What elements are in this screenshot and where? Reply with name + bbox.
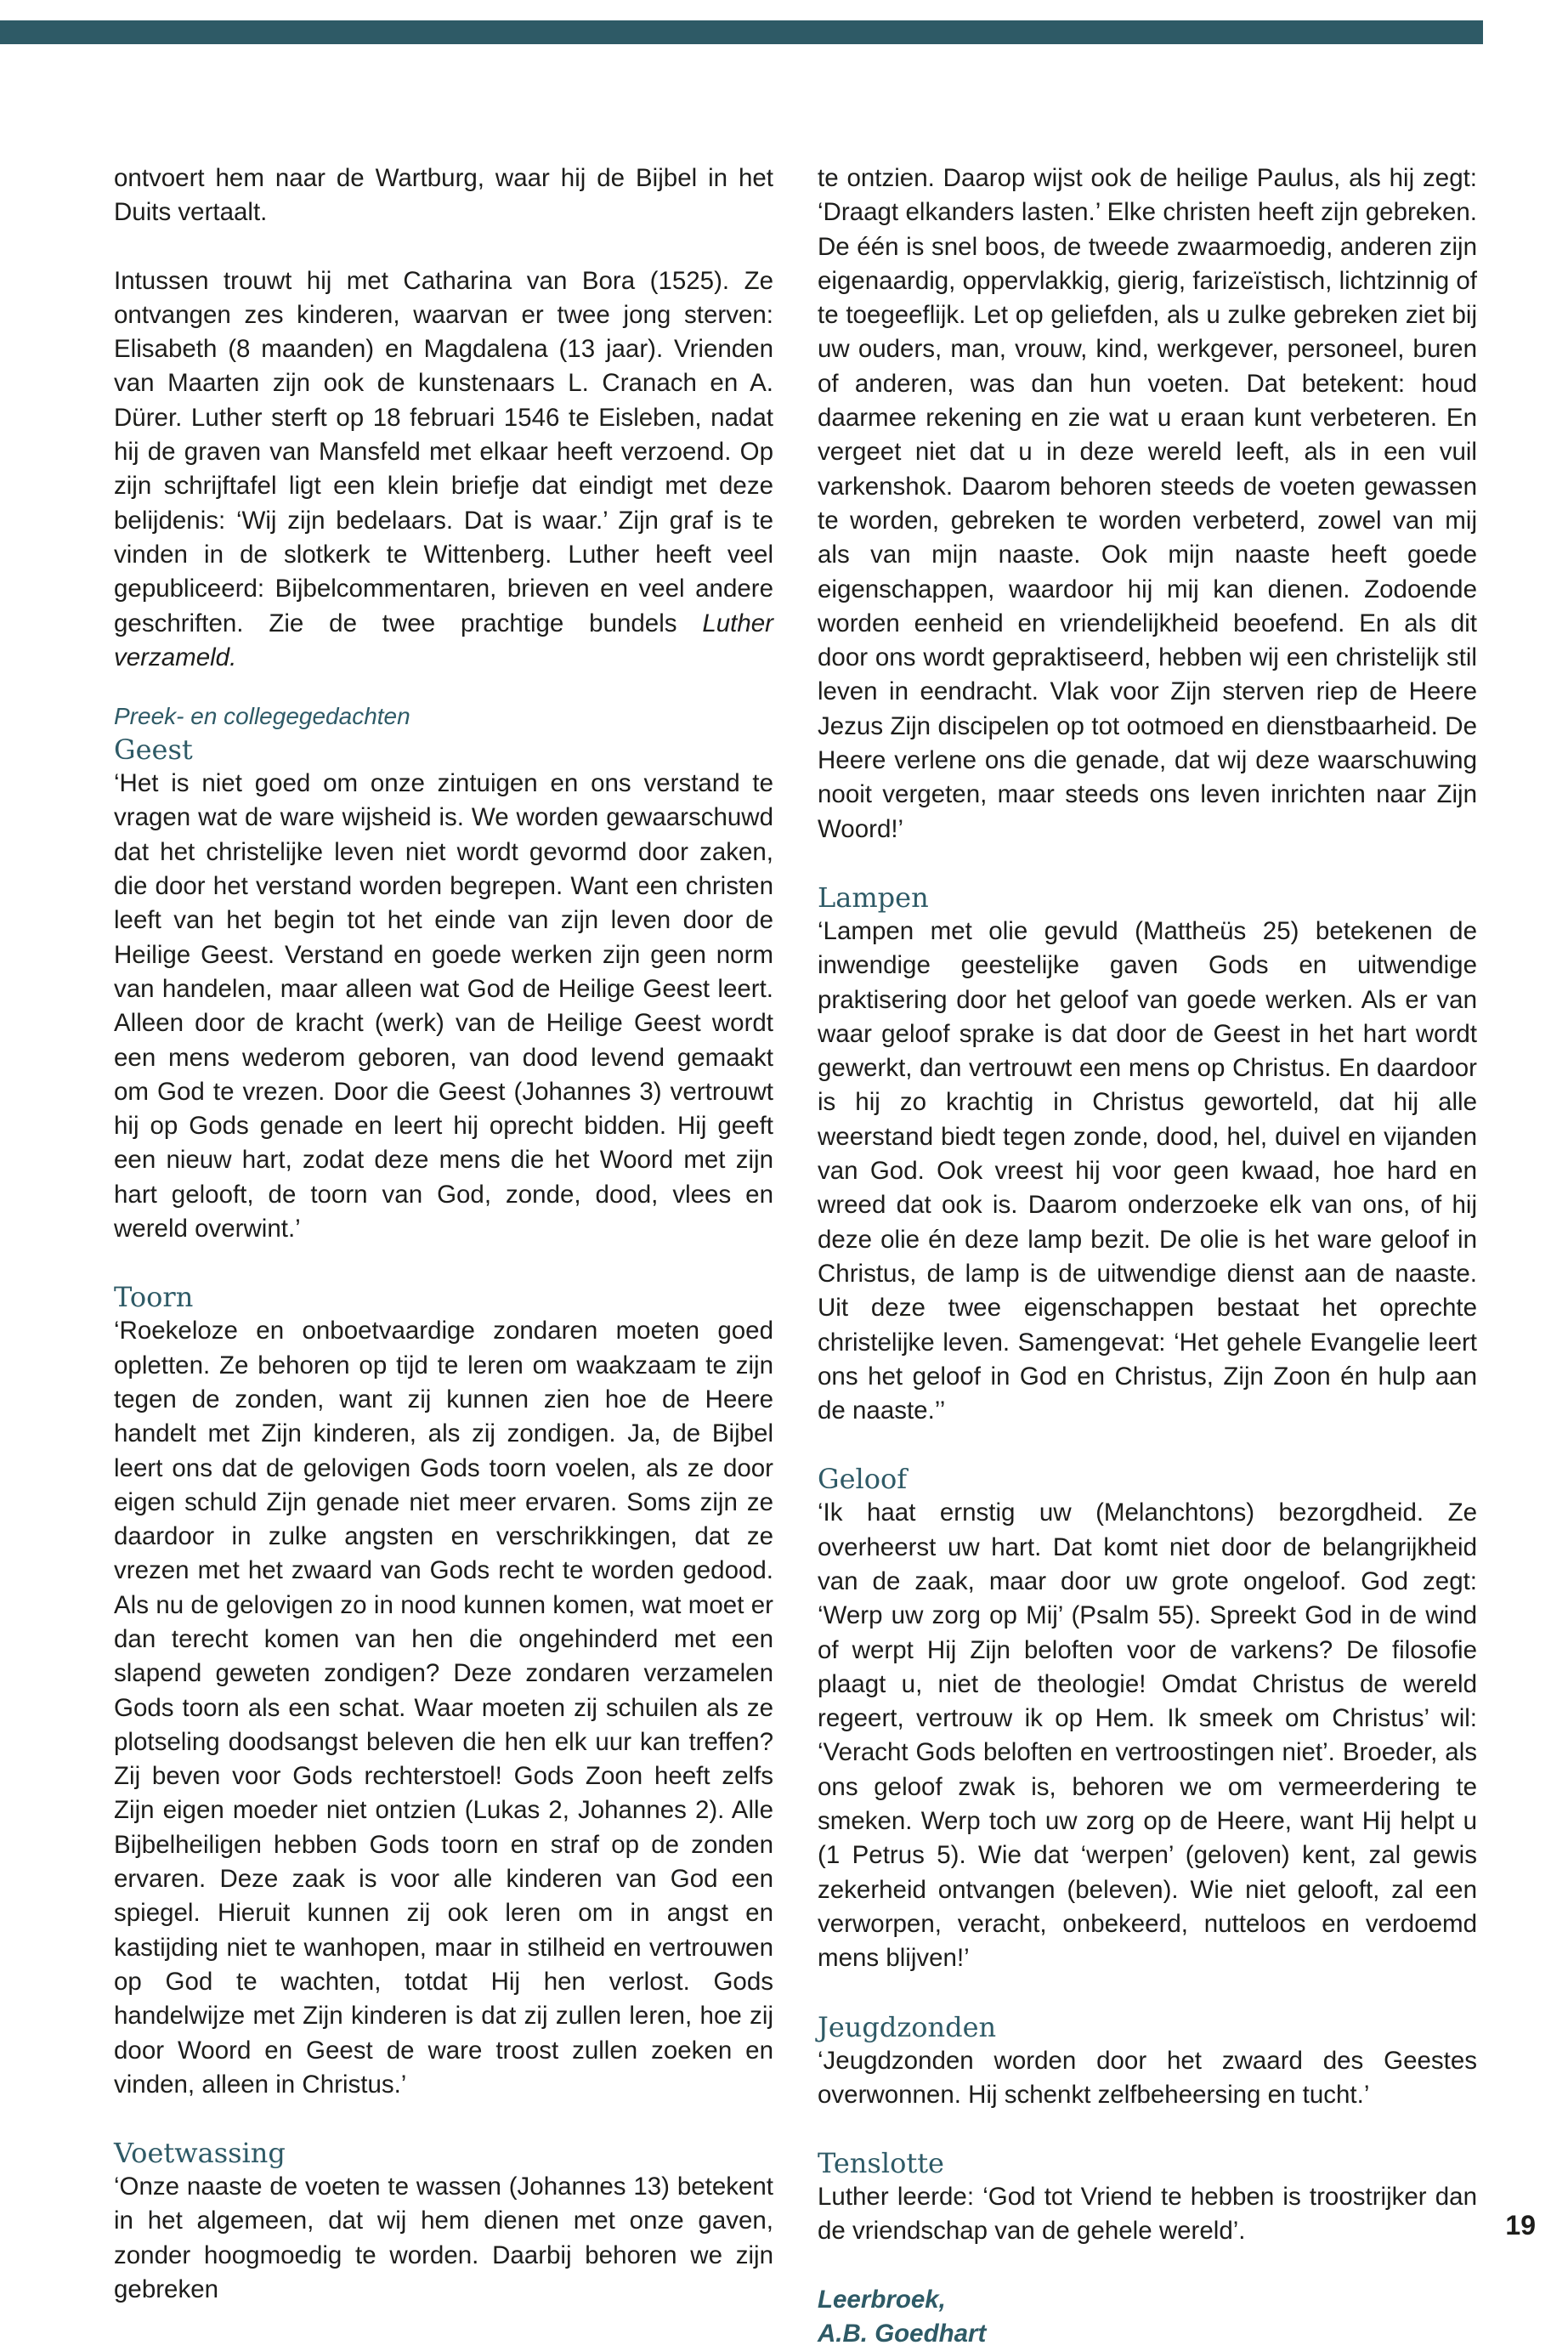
paragraph-biography (114, 264, 773, 676)
text-voetwassing-continued: te ontzien. Daarop wijst ook de heilige Paulus, als hij zegt: ‘Draagt elkanders lasten.’ Elke christen heeft zijn gebreken. De één is snel boos, de tweede zwaarmoedig, anderen zijn eigenaardig, oppervlakkig, gierig, farizeïstisch, lichtzinnig of te toegeeflijk. Let op geliefden, als u zulke gebreken ziet bij uw ouders, man, vrouw, kind, werkgever, personeel, buren of anderen, was dan hun voeten. Dat betekent: houd daarmee rekening en zie wat u eraan kunt verbeteren. En vergeet niet dat u in deze wereld leeft, als in een vuil varkenshok. Daarom behoren steeds de voeten gewassen te worden, gebreken te worden verbeterd, zowel van mij als van mijn naaste. Ook mijn naaste heeft goede eigenschappen, waardoor hij mij kan dienen. Zodoende worden eenheid en vriendelijkheid beoefend. En als dit door ons wordt gepraktiseerd, hebben wij een christelijk stil leven in eendracht. Vlak voor Zijn sterven riep de Heere Jezus Zijn discipelen op tot ootmoed en dienstbaarheid. De Heere verlene ons die genade, dat wij deze waarschuwing nooit vergeten, maar steeds ons leven inrichten naar Zijn Woord!’ (818, 164, 1477, 843)
biography-text: Intussen trouwt hij met Catharina van Bora (1525). Ze ontvangen zes kinderen, waarvan er twee jong sterven: Elisabeth (8 maanden) en Magdalena (13 jaar). Vrienden van Maarten zijn ook de kunstenaars L. Cranach en A. Dürer. Luther sterft op 18 februari 1546 te Eisleben, nadat hij de graven van Mansfeld met elkaar heeft verzoend. Op zijn schrijftafel ligt een klein briefje dat eindigt met deze belijdenis: ‘Wij zijn bedelaars. Dat is waar.’ Zijn graf is te vinden in de slotkerk te Wittenberg. Luther heeft veel gepubliceerd: Bijbelcommentaren, brieven en veel andere geschriften. Zie de twee prachtige bundels (114, 266, 773, 637)
section-jeugdzonden (818, 2010, 1477, 2113)
text-tenslotte: Luther leerde: ‘God tot Vriend te hebben is troostrijker dan de vriendschap van de gehele wereld’. (818, 2183, 1477, 2246)
heading-geest: Geest (114, 734, 193, 767)
text-toorn: ‘Roekeloze en onboetvaardige zondaren moeten goed opletten. Ze behoren op tijd te leren om waakzaam te zijn tegen de zonden, want zij kunnen zien hoe de Heere handelt met Zijn kinderen, als zij zondigen. Ja, de Bijbel leert ons dat de gelovigen Gods toorn voelen, als ze door eigen schuld Zijn genade niet meer ervaren. Soms zijn ze daardoor in zulke angsten en verschrikkingen, dat ze vrezen met het zwaard van Gods recht te worden gedood. Als nu de gelovigen zo in nood kunnen komen, wat moet er dan terecht komen van hen die ongehinderd met een slapend geweten zondigen? Deze zondaren verzamelen Gods toorn als een schat. Waar moeten zij schuilen als ze plotseling doodsangst beleven die hen elk uur kan treffen? Zij beven voor Gods rechterstoel! Gods Zoon heeft zelfs Zijn eigen moeder niet ontzien (Lukas 2, Johannes 2). Alle Bijbelheiligen hebben Gods toorn en straf op de zonden ervaren. Deze zaak is voor alle kinderen van God een spiegel. Hieruit kunnen zij ook leren om in angst en kastijding niet te wanhopen, maar in stilheid en vertrouwen op God te wachten, totdat Hij hen verlost. Gods handelwijze met Zijn kinderen is dat zij zullen leren, hoe zij door Woord en Geest de ware troost zullen zoeken en vinden, alleen in Christus.’ (114, 1317, 773, 2099)
section-tenslotte (818, 2146, 1477, 2249)
heading-tenslotte: Tenslotte (818, 2147, 944, 2180)
heading-toorn: Toorn (114, 1281, 194, 1314)
page-number: 19 (1505, 2210, 1536, 2241)
heading-voetwassing: Voetwassing (114, 2137, 286, 2170)
signature (818, 2283, 1477, 2351)
heading-geloof: Geloof (818, 1463, 908, 1496)
text-geest: ‘Het is niet goed om onze zintuigen en ons verstand te vragen wat de ware wijsheid is. We worden gewaarschuwd dat het christelijke leven niet wordt gevormd door zaken, die door het verstand worden begrepen. Want een christen leeft van het begin tot het einde van zijn leven door de Heilige Geest. Verstand en goede werken zijn geen norm van handelen, maar alleen wat God de Heilige Geest leert. Alleen door de kracht (werk) van de Heilige Geest wordt een mens wederom geboren, van dood levend gemaakt om God te vrezen. Door die Geest (Johannes 3) vertrouwt hij op Gods genade en leert hij oprecht bidden. Hij geeft een nieuw hart, zodat deze mens die het Woord met zijn hart gelooft, de toorn van God, zonde, dood, vlees en wereld overwint.’ (114, 769, 773, 1243)
text-lampen: ‘Lampen met olie gevuld (Mattheüs 25) betekenen de inwendige geestelijke gaven Gods en uitwendige praktisering door het geloof van goede werken. Als er van waar geloof sprake is dat door de Geest in het hart wordt gewerkt, dan vertrouwt een mens op Christus. En daardoor is hij zo krachtig in Christus geworteld, dat hij alle weerstand biedt tegen zonde, dood, hel, duivel en vijanden van God. Ook vreest hij voor geen kwaad, hoe hard en wreed dat ook is. Daarom onderzoeke elk van ons, of hij deze olie én deze lamp bezit. De olie is het ware geloof in Christus, de lamp is de uitwendige dienst aan de naaste. Uit deze twee eigenschappen bestaat het oprechte christelijke leven. Samengevat: ‘Het gehele Evangelie leert ons het geloof in God en Christus, Zijn Zoon én hulp aan de naaste.’’ (818, 916, 1477, 1425)
section-kicker: Preek- en collegegedachten (114, 703, 410, 730)
heading-lampen: Lampen (818, 881, 929, 914)
text-voetwassing: ‘Onze naaste de voeten te wassen (Johannes 13) betekent in het algemeen, dat wij hem dienen met onze gaven, zonder hoogmoedig te worden. Daarbij behoren we zijn gebreken (114, 2173, 773, 2304)
section-toorn (114, 1280, 773, 2102)
section-voetwassing (114, 2136, 773, 2307)
left-column (114, 161, 773, 2307)
text-geloof: ‘Ik haat ernstig uw (Melanchtons) bezorgdheid. Ze overheerst uw hart. Dat komt niet door de belangrijkheid van de zaak, maar door uw grote ongeloof. God zegt: ‘Werp uw zorg op Mij’ (Psalm 55). Spreekt God in de wind of werpt Hij Zijn beloften voor de varkens? De filosofie plaagt u, niet de theologie! Omdat Christus de wereld regeert, vertrouw ik op Hem. Ik smeek om Christus’ wil: ‘Veracht Gods beloften en vertroostingen niet’. Broeder, als ons geloof zwak is, behoren we om vermeerdering te smeken. Werp toch uw zorg op de Heere, want Hij helpt u (1 Petrus 5). Wie dat ‘werpen’ (geloven) kent, zal gewis zekerheid ontvangen (beleven). Wie niet gelooft, zal een verworpen, veracht, onbekeerd, nutteloos en verdoemd mens blijven!’ (818, 1498, 1477, 1973)
right-column (818, 161, 1477, 2351)
top-color-bar (0, 20, 1483, 44)
section-lampen (818, 881, 1477, 1428)
signature-place: Leerbroek, (818, 2285, 946, 2314)
signature-name: A.B. Goedhart (818, 2319, 987, 2348)
section-geest (114, 733, 773, 1246)
paragraph-wartburg: ontvoert hem naar de Wartburg, waar hij de Bijbel in het Duits vertaalt. (114, 164, 773, 227)
text-jeugdzonden: ‘Jeugdzonden worden door het zwaard des Geestes overwonnen. Hij schenkt zelfbeheersing en tucht.’ (818, 2046, 1477, 2109)
heading-jeugdzonden: Jeugdzonden (818, 2010, 997, 2043)
book-title: Luther verzameld. (114, 609, 773, 671)
section-geloof (818, 1462, 1477, 1975)
